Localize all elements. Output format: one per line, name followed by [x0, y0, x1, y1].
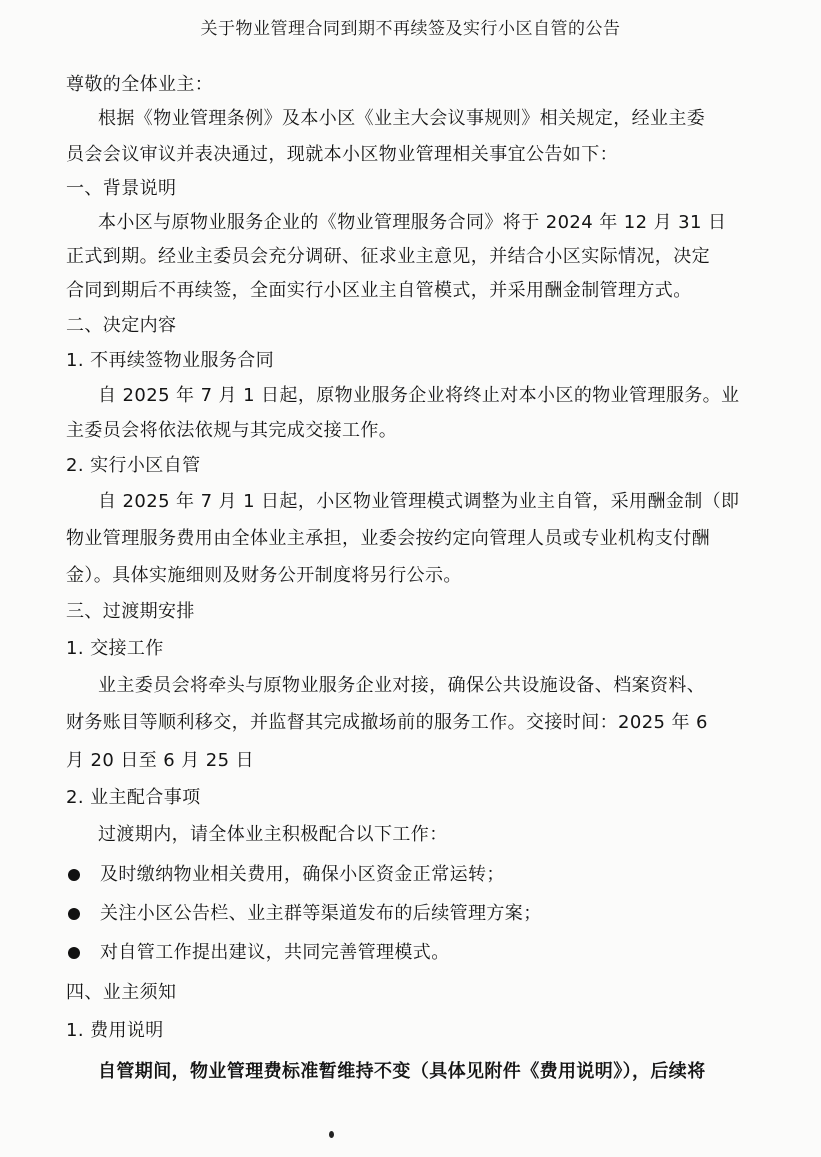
- bullet-text: 对自管工作提出建议，共同完善管理模式。: [100, 942, 450, 963]
- bullet-text: 及时缴纳物业相关费用，确保小区资金正常运转；: [100, 864, 505, 885]
- notice-title: 关于物业管理合同到期不再续签及实行小区自管的公告: [200, 19, 621, 39]
- section-2-heading: 二、决定内容: [66, 315, 177, 336]
- section-1-heading: 一、背景说明: [66, 178, 177, 199]
- section-3-item-1-heading: 1. 交接工作: [66, 638, 164, 659]
- section-4-item-1-heading: 1. 费用说明: [66, 1020, 164, 1041]
- section-3-item-1-line-2: 财务账目等顺利移交，并监督其完成撤场前的服务工作。交接时间：2025 年 6: [66, 712, 708, 733]
- section-3-item-1-line-3: 月 20 日至 6 月 25 日: [66, 750, 254, 771]
- section-3-item-1-line-1: 业主委员会将牵头与原物业服务企业对接，确保公共设施设备、档案资料、: [98, 675, 706, 696]
- section-1-line-2: 正式到期。经业主委员会充分调研、征求业主意见，并结合小区实际情况，决定: [66, 246, 710, 267]
- section-2-item-1-line-1: 自 2025 年 7 月 1 日起，原物业服务企业将终止对本小区的物业管理服务。业: [98, 385, 740, 406]
- section-4-heading: 四、业主须知: [66, 982, 177, 1003]
- intro-line-2: 员会会议审议并表决通过，现就本小区物业管理相关事宜公告如下：: [66, 144, 618, 165]
- bullet-dot-icon: [68, 947, 80, 959]
- section-2-item-2-line-1: 自 2025 年 7 月 1 日起，小区物业管理模式调整为业主自管，采用酬金制（即: [98, 491, 740, 512]
- bullet-text: 关注小区公告栏、业主群等渠道发布的后续管理方案；: [100, 903, 542, 924]
- section-2-item-1-line-2: 主委员会将依法依规与其完成交接工作。: [66, 420, 398, 441]
- scan-speck: [329, 1131, 334, 1138]
- section-3-item-2-heading: 2. 业主配合事项: [66, 787, 201, 808]
- section-1-line-3: 合同到期后不再续签，全面实行小区业主自管模式，并采用酬金制管理方式。: [66, 280, 692, 301]
- section-3-item-2-intro: 过渡期内，请全体业主积极配合以下工作：: [98, 824, 448, 845]
- bullet-dot-icon: [68, 908, 80, 920]
- greeting: 尊敬的全体业主：: [66, 74, 214, 95]
- section-3-heading: 三、过渡期安排: [66, 601, 195, 622]
- intro-line-1: 根据《物业管理条例》及本小区《业主大会议事规则》相关规定，经业主委: [98, 108, 706, 129]
- section-1-line-1: 本小区与原物业服务企业的《物业管理服务合同》将于 2024 年 12 月 31 日: [98, 212, 727, 233]
- section-2-item-2-line-3: 金）。具体实施细则及财务公开制度将另行公示。: [66, 565, 462, 586]
- bullet-dot-icon: [68, 869, 80, 881]
- section-4-item-1-line-1: 自管期间，物业管理费标准暂维持不变（具体见附件《费用说明》），后续将: [98, 1061, 706, 1082]
- section-2-item-2-line-2: 物业管理服务费用由全体业主承担，业委会按约定向管理人员或专业机构支付酬: [66, 528, 710, 549]
- section-2-item-2-heading: 2. 实行小区自管: [66, 455, 201, 476]
- section-2-item-1-heading: 1. 不再续签物业服务合同: [66, 350, 275, 371]
